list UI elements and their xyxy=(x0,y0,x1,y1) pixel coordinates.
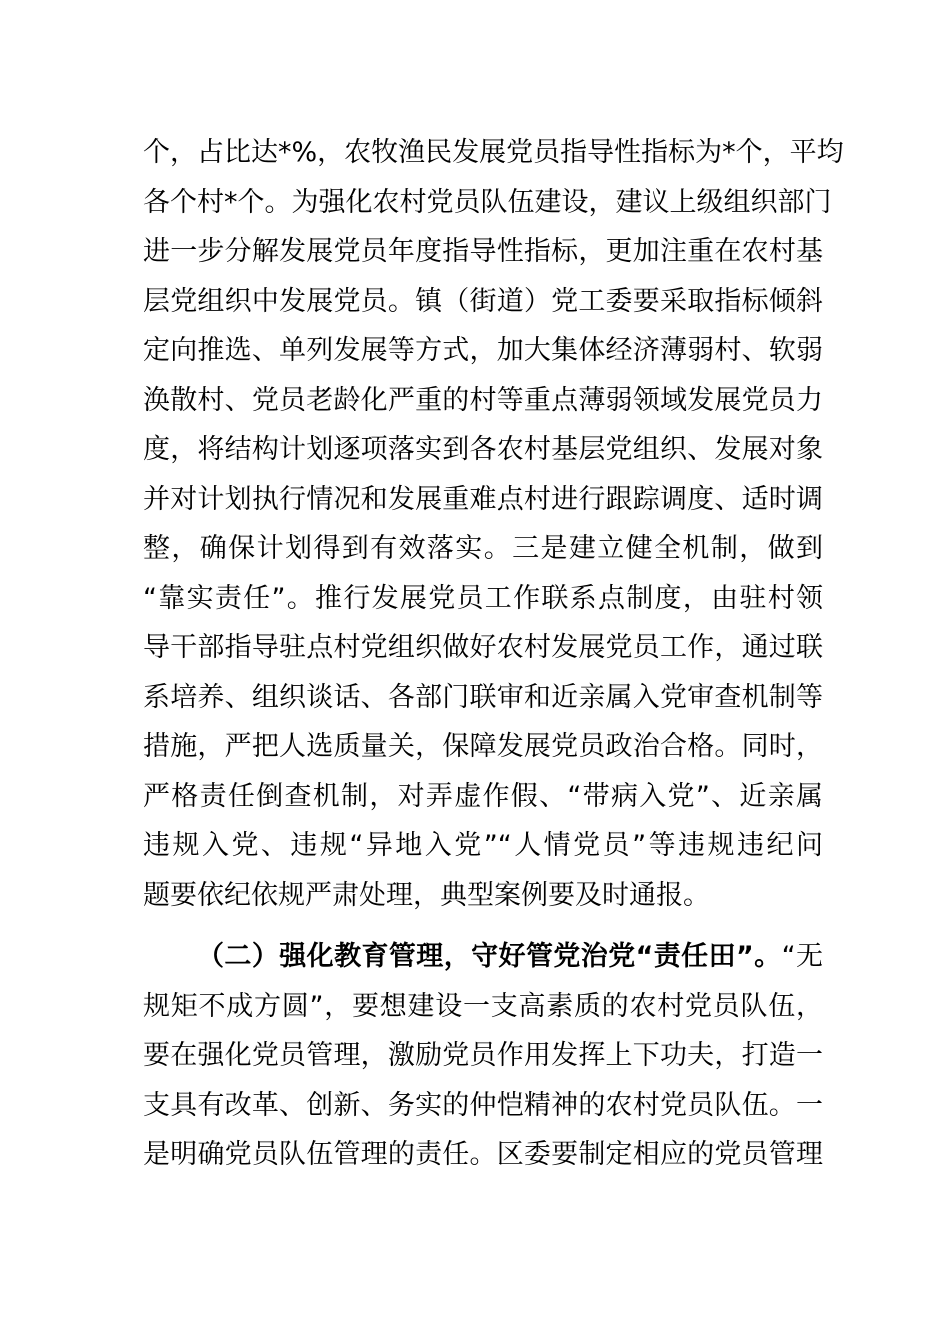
paragraph-line: 违规入党、违规“异地入党”“人情党员”等违规违纪问 xyxy=(143,830,823,861)
paragraph-line: 个，占比达*%，农牧渔民发展党员指导性指标为*个，平均 xyxy=(143,137,844,168)
paragraph-line: 各个村*个。为强化农村党员队伍建设，建议上级组织部门 xyxy=(143,186,832,218)
paragraph-line: 系培养、组织谈话、各部门联审和近亲属入党审查机制等 xyxy=(143,681,823,713)
paragraph-line: 涣散村、党员老龄化严重的村等重点薄弱领域发展党员力 xyxy=(143,384,823,416)
paragraph-line: 进一步分解发展党员年度指导性指标，更加注重在农村基 xyxy=(143,236,823,267)
paragraph-line: 导干部指导驻点村党组织做好农村发展党员工作，通过联 xyxy=(143,632,823,663)
paragraph-line: 题要依纪依规严肃处理，典型案例要及时通报。 xyxy=(143,879,710,911)
paragraph-text: “无 xyxy=(781,941,823,972)
paragraph-line: 度，将结构计划逐项落实到各农村基层党组织、发展对象 xyxy=(143,434,823,465)
paragraph-line: 并对计划执行情况和发展重难点村进行跟踪调度、适时调 xyxy=(143,483,823,515)
paragraph-line: “靠实责任”。推行发展党员工作联系点制度，由驻村领 xyxy=(143,582,823,614)
paragraph-line: 规矩不成方圆”，要想建设一支高素质的农村党员队伍， xyxy=(143,990,823,1022)
paragraph-line: 整，确保计划得到有效落实。三是建立健全机制，做到 xyxy=(143,533,823,564)
paragraph-line: 支具有改革、创新、务实的仲恺精神的农村党员队伍。一 xyxy=(143,1089,823,1121)
paragraph-line: 要在强化党员管理，激励党员作用发挥上下功夫，打造一 xyxy=(143,1040,823,1071)
paragraph-line: 是明确党员队伍管理的责任。区委要制定相应的党员管理 xyxy=(143,1139,823,1170)
paragraph-line: 层党组织中发展党员。镇（街道）党工委要采取指标倾斜 xyxy=(143,285,823,317)
paragraph-line: 措施，严把人选质量关，保障发展党员政治合格。同时， xyxy=(143,731,823,762)
paragraph-first-line xyxy=(143,932,823,982)
paragraph-line: 严格责任倒查机制，对弄虚作假、“带病入党”、近亲属 xyxy=(143,780,823,812)
section-heading: （二）强化教育管理，守好管党治党“责任田”。 xyxy=(197,941,782,972)
paragraph-spacer xyxy=(143,920,823,932)
paragraph-1 xyxy=(143,128,844,920)
document-body xyxy=(143,128,844,1180)
paragraph-2 xyxy=(143,932,823,1180)
paragraph-line: 定向推选、单列发展等方式，加大集体经济薄弱村、软弱 xyxy=(143,335,823,366)
